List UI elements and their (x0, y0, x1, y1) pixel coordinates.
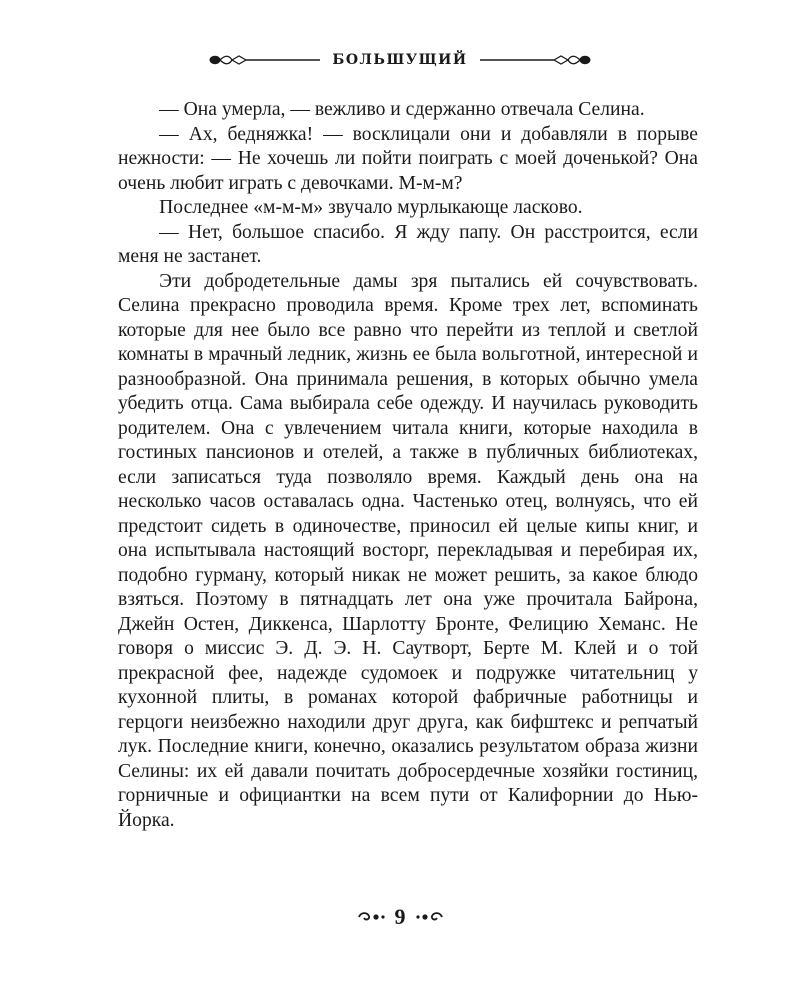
running-head (0, 52, 800, 68)
right-curl-ornament-icon (414, 910, 444, 924)
page-number-footer (0, 904, 800, 930)
paragraph: Последнее «м-м-м» звучало мурлыкающе ласково. (159, 197, 583, 218)
running-head-title: БОЛЬШУЩИЙ (332, 52, 468, 68)
paragraph: — Она умерла, — вежливо и сдержанно отвечала Селина. (159, 99, 645, 120)
paragraph: — Нет, большое спасибо. Я жду папу. Он расстроится, если меня не застанет. (118, 221, 698, 267)
paragraph: — Ах, бедняжка! — восклицали они и добавляли в порыве нежности: — Не хочешь ли пойти поиграть с моей доченькой? Она очень любит играть с девочками. М-м-м? (118, 123, 698, 194)
left-curl-ornament-icon (357, 910, 387, 924)
body-text (118, 98, 698, 833)
page-number: 9 (394, 904, 406, 929)
left-flourish-ornament-icon (208, 52, 320, 68)
right-flourish-ornament-icon (480, 52, 592, 68)
paragraph: Эти добродетельные дамы зря пытались ей сочувствовать. Селина прекрасно проводила время. Кроме трех лет, вспоминать которые для нее было все равно что перейти из теплой и светлой комнаты в мрачный ледник, жизнь ее была вольготной, интересной и разнообразной. Она принимала решения, в которых обычно умела убедить отца. Сама выбирала себе одежду. И научилась руководить родителем. Она с увлечением читала книги, которые находила в гостиных пансионов и отелей, а также в публичных библиотеках, если записаться туда позволяло время. Каждый день она на несколько часов оставалась одна. Частенько отец, волнуясь, что ей предстоит сидеть в одиночестве, приносил ей целые кипы книг, и она испытывала настоящий восторг, перекладывая и перебирая их, подобно гурману, который никак не может решить, за какое блюдо взяться. Поэтому в пятнадцать лет она уже прочитала Байрона, Джейн Остен, Диккенса, Шарлотту Бронте, Фелицию Хеманс. Не говоря о миссис Э. Д. Э. Н. Саутворт, Берте М. Клей и о той прекрасной фее, надежде судомоек и подружке читательниц у кухонной плиты, в романах которой фабричные работницы и герцоги неизбежно находили друг друга, как бифштекс и репчатый лук. Последние книги, конечно, оказались результатом образа жизни Селины: их ей давали почитать добросердечные хозяйки гостиниц, горничные и официантки на всем пути от Калифорнии до Нью-Йорка. (118, 270, 698, 831)
